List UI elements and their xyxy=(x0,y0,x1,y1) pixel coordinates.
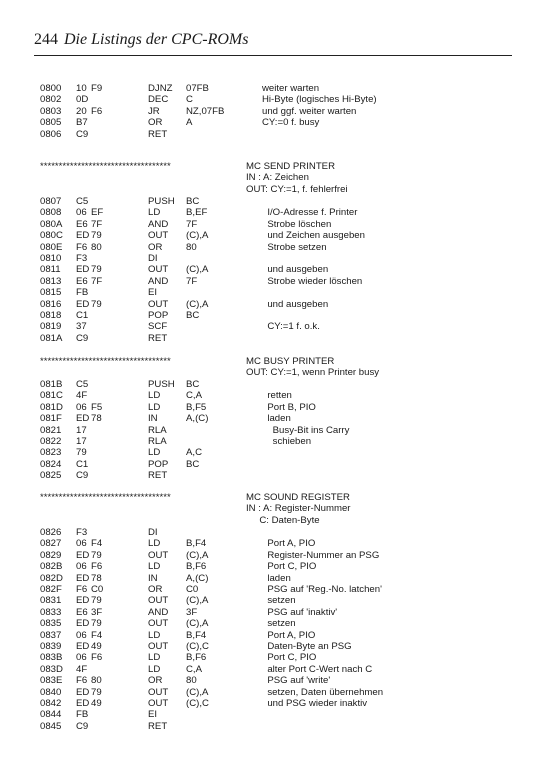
listing-row xyxy=(0,94,541,105)
operand: A,(C) xyxy=(186,413,209,425)
byte-1: C9 xyxy=(76,470,89,482)
mnemonic: SCF xyxy=(148,321,168,333)
byte-2: 80 xyxy=(91,675,102,687)
operand: (C),C xyxy=(186,698,209,709)
operand: B,F4 xyxy=(186,538,207,550)
byte-2: F4 xyxy=(91,629,103,641)
operand: (C),A xyxy=(186,686,209,698)
address: 0825 xyxy=(40,470,62,482)
byte-1: ED xyxy=(76,413,90,425)
address: 0807 xyxy=(40,196,62,207)
comment: schieben xyxy=(262,436,312,447)
mnemonic: PUSH xyxy=(148,379,175,390)
listing-row xyxy=(0,527,541,538)
separator-line: *********************************** xyxy=(40,356,171,367)
byte-1: C1 xyxy=(76,310,89,321)
operand: 7F xyxy=(186,275,198,287)
listing-row xyxy=(0,675,541,686)
listing-row xyxy=(0,402,541,413)
operand: C,A xyxy=(186,390,202,402)
listing-row xyxy=(0,310,541,321)
address: 080E xyxy=(40,241,63,253)
operand: C xyxy=(186,94,193,106)
listing-row xyxy=(0,117,541,128)
byte-1: ED xyxy=(76,641,90,652)
separator-line: *********************************** xyxy=(40,161,171,172)
operand: A,(C) xyxy=(186,572,209,584)
operand: C,A xyxy=(186,663,202,675)
mnemonic: IN xyxy=(148,413,158,425)
mnemonic: OUT xyxy=(148,686,169,698)
operand: (C),A xyxy=(186,595,209,607)
mnemonic: LD xyxy=(148,447,161,459)
page-title: Die Listings der CPC-ROMs xyxy=(64,31,249,48)
listing-row xyxy=(0,618,541,629)
mnemonic: LD xyxy=(148,401,161,413)
comment: Hi-Byte (logisches Hi-Byte) xyxy=(262,94,377,106)
listing-row xyxy=(0,207,541,218)
address: 0839 xyxy=(40,641,62,652)
operand: B,F4 xyxy=(186,629,207,641)
byte-2: C0 xyxy=(91,584,104,595)
address: 083D xyxy=(40,663,63,675)
routine-io: IN : A: Register-Nummer xyxy=(246,503,351,515)
address: 0831 xyxy=(40,595,62,607)
listing-row xyxy=(0,196,541,207)
comment: I/O-Adresse f. Printer xyxy=(262,207,358,219)
byte-1: ED xyxy=(76,298,90,310)
byte-1: 37 xyxy=(76,321,87,333)
listing-row xyxy=(0,607,541,618)
mnemonic: EI xyxy=(148,709,158,721)
comment: PSG auf 'write' xyxy=(262,675,331,687)
operand: (C),A xyxy=(186,618,209,630)
operand: BC xyxy=(186,379,200,390)
comment: retten xyxy=(262,390,292,402)
byte-1: C1 xyxy=(76,458,89,470)
address: 0822 xyxy=(40,436,62,447)
comment: Strobe wieder löschen xyxy=(262,275,363,287)
listing-row xyxy=(0,573,541,584)
byte-1: ED xyxy=(76,686,90,698)
mnemonic: RLA xyxy=(148,424,167,436)
byte-1: FB xyxy=(76,287,89,299)
byte-1: ED xyxy=(76,264,90,276)
byte-1: C5 xyxy=(76,379,89,390)
listing-row xyxy=(0,321,541,332)
byte-1: 17 xyxy=(76,436,87,447)
byte-2: EF xyxy=(91,207,104,219)
byte-2: F6 xyxy=(91,652,103,664)
operand: 3F xyxy=(186,606,198,618)
address: 0819 xyxy=(40,321,62,333)
operand: BC xyxy=(186,458,200,470)
listing-row xyxy=(0,595,541,606)
byte-1: 06 xyxy=(76,629,87,641)
comment: und ggf. weiter warten xyxy=(262,105,357,117)
mnemonic: RLA xyxy=(148,436,167,447)
operand: B,F6 xyxy=(186,561,207,573)
byte-1: F6 xyxy=(76,584,88,595)
operand: (C),A xyxy=(186,549,209,561)
mnemonic: RET xyxy=(148,720,168,732)
byte-1: C9 xyxy=(76,332,89,344)
listing-row xyxy=(0,230,541,241)
mnemonic: LD xyxy=(148,629,161,641)
mnemonic: POP xyxy=(148,458,169,470)
operand: B,F5 xyxy=(186,401,207,413)
byte-1: ED xyxy=(76,230,90,242)
address: 0827 xyxy=(40,538,62,550)
listing-row xyxy=(0,630,541,641)
listing-row xyxy=(0,219,541,230)
byte-2: F5 xyxy=(91,401,103,413)
operand: (C),A xyxy=(186,264,209,276)
comment: und PSG wieder inaktiv xyxy=(262,698,368,709)
mnemonic: LD xyxy=(148,663,161,675)
listing-row xyxy=(0,83,541,94)
address: 0824 xyxy=(40,458,62,470)
byte-1: FB xyxy=(76,709,89,721)
address: 0837 xyxy=(40,629,62,641)
byte-1: C9 xyxy=(76,720,89,732)
listing-row xyxy=(0,550,541,561)
byte-2: 78 xyxy=(91,413,102,425)
byte-1: 06 xyxy=(76,561,87,573)
routine-io: OUT: CY:=1, f. fehlerfrei xyxy=(246,183,348,195)
comment: Strobe löschen xyxy=(262,218,332,230)
byte-2: 49 xyxy=(91,641,102,652)
mnemonic: LD xyxy=(148,652,161,664)
byte-2: 79 xyxy=(91,264,102,276)
listing-row xyxy=(0,459,541,470)
byte-1: F3 xyxy=(76,253,88,264)
address: 0813 xyxy=(40,275,62,287)
comment: und Zeichen ausgeben xyxy=(262,230,365,242)
byte-1: 20 xyxy=(76,105,87,117)
address: 0829 xyxy=(40,549,62,561)
mnemonic: DI xyxy=(148,253,158,264)
byte-2: 7F xyxy=(91,218,103,230)
mnemonic: JR xyxy=(148,105,160,117)
byte-2: 49 xyxy=(91,698,102,709)
comment: Port C, PIO xyxy=(262,652,317,664)
mnemonic: OR xyxy=(148,117,163,129)
listing-row xyxy=(0,709,541,720)
mnemonic: RET xyxy=(148,332,168,344)
listing-row xyxy=(0,538,541,549)
comment: und ausgeben xyxy=(262,264,329,276)
mnemonic: RET xyxy=(148,128,168,140)
address: 083B xyxy=(40,652,63,664)
address: 082F xyxy=(40,584,62,595)
address: 080A xyxy=(40,218,63,230)
mnemonic: RET xyxy=(148,470,168,482)
byte-1: 0D xyxy=(76,94,89,106)
listing-row xyxy=(0,276,541,287)
listing-row xyxy=(0,333,541,344)
comment: und ausgeben xyxy=(262,298,329,310)
operand: C0 xyxy=(186,584,199,595)
comment: PSG auf 'inaktiv' xyxy=(262,606,338,618)
byte-1: E6 xyxy=(76,218,88,230)
mnemonic: OUT xyxy=(148,595,169,607)
byte-2: 7F xyxy=(91,275,103,287)
comment: CY:=1 f. o.k. xyxy=(262,321,320,333)
byte-2: 80 xyxy=(91,241,102,253)
comment: Daten-Byte an PSG xyxy=(262,641,352,652)
comment: laden xyxy=(262,572,291,584)
routine-name: MC SEND PRINTER xyxy=(246,161,336,172)
mnemonic: DEC xyxy=(148,94,169,106)
listing-row xyxy=(0,698,541,709)
address: 0815 xyxy=(40,287,62,299)
comment: setzen xyxy=(262,595,296,607)
mnemonic: EI xyxy=(148,287,158,299)
mnemonic: LD xyxy=(148,390,161,402)
listing-row xyxy=(0,299,541,310)
operand: (C),C xyxy=(186,641,209,652)
byte-1: 4F xyxy=(76,390,88,402)
mnemonic: AND xyxy=(148,275,169,287)
comment: setzen, Daten übernehmen xyxy=(262,686,384,698)
mnemonic: OUT xyxy=(148,549,169,561)
address: 081D xyxy=(40,401,63,413)
listing-row xyxy=(0,287,541,298)
operand: 7F xyxy=(186,218,198,230)
byte-2: 79 xyxy=(91,298,102,310)
byte-2: 78 xyxy=(91,572,102,584)
mnemonic: OR xyxy=(148,584,163,595)
listing-row xyxy=(0,436,541,447)
mnemonic: IN xyxy=(148,572,158,584)
mnemonic: OR xyxy=(148,241,163,253)
address: 083E xyxy=(40,675,63,687)
mnemonic: POP xyxy=(148,310,169,321)
address: 081C xyxy=(40,390,63,402)
operand: (C),A xyxy=(186,230,209,242)
mnemonic: OUT xyxy=(148,641,169,652)
byte-2: 79 xyxy=(91,230,102,242)
page-header xyxy=(34,31,512,56)
byte-1: 06 xyxy=(76,652,87,664)
operand: B,EF xyxy=(186,207,208,219)
routine-io: C: Daten-Byte xyxy=(246,514,320,526)
byte-1: 10 xyxy=(76,83,87,94)
address: 081F xyxy=(40,413,62,425)
routine-io: IN : A: Zeichen xyxy=(246,172,309,184)
byte-2: 3F xyxy=(91,606,103,618)
operand: (C),A xyxy=(186,298,209,310)
byte-1: ED xyxy=(76,698,90,709)
routine-io: OUT: CY:=1, wenn Printer busy xyxy=(246,367,380,379)
comment: Strobe setzen xyxy=(262,241,327,253)
operand: A xyxy=(186,117,193,129)
listing-row xyxy=(0,129,541,140)
byte-1: F6 xyxy=(76,675,88,687)
byte-2: 79 xyxy=(91,549,102,561)
mnemonic: DI xyxy=(148,527,158,538)
comment: alter Port C-Wert nach C xyxy=(262,663,373,675)
address: 0806 xyxy=(40,128,62,140)
byte-1: F3 xyxy=(76,527,88,538)
byte-1: B7 xyxy=(76,117,88,129)
byte-2: F6 xyxy=(91,561,103,573)
routine-name: MC BUSY PRINTER xyxy=(246,356,335,367)
byte-1: C9 xyxy=(76,128,89,140)
operand: 80 xyxy=(186,675,197,687)
listing-row xyxy=(0,425,541,436)
operand: 80 xyxy=(186,241,197,253)
byte-1: 17 xyxy=(76,424,87,436)
byte-1: 06 xyxy=(76,538,87,550)
comment: Busy-Bit ins Carry xyxy=(262,424,350,436)
comment: CY:=0 f. busy xyxy=(262,117,320,129)
page-number: 244 xyxy=(34,31,58,48)
listing-row xyxy=(0,641,541,652)
address: 0842 xyxy=(40,698,62,709)
address: 0818 xyxy=(40,310,62,321)
listing-row xyxy=(0,652,541,663)
address: 0803 xyxy=(40,105,62,117)
address: 0802 xyxy=(40,94,62,106)
mnemonic: OUT xyxy=(148,618,169,630)
operand: BC xyxy=(186,196,200,207)
byte-2: F6 xyxy=(91,105,103,117)
listing-row xyxy=(0,584,541,595)
listing-row xyxy=(0,106,541,117)
address: 0808 xyxy=(40,207,62,219)
byte-1: F6 xyxy=(76,241,88,253)
address: 0816 xyxy=(40,298,62,310)
byte-1: 79 xyxy=(76,447,87,459)
listing-row xyxy=(0,447,541,458)
address: 0821 xyxy=(40,424,62,436)
address: 0833 xyxy=(40,606,62,618)
operand: BC xyxy=(186,310,200,321)
mnemonic: PUSH xyxy=(148,196,175,207)
byte-1: E6 xyxy=(76,275,88,287)
comment: PSG auf 'Reg.-No. latchen' xyxy=(262,584,382,595)
byte-2: F4 xyxy=(91,538,103,550)
separator-line: *********************************** xyxy=(40,492,171,503)
mnemonic: LD xyxy=(148,207,161,219)
operand: A,C xyxy=(186,447,202,459)
mnemonic: AND xyxy=(148,218,169,230)
address: 081A xyxy=(40,332,63,344)
byte-1: ED xyxy=(76,595,90,607)
byte-2: 79 xyxy=(91,618,102,630)
routine-name: MC SOUND REGISTER xyxy=(246,492,350,503)
listing-row xyxy=(0,264,541,275)
listing-row xyxy=(0,253,541,264)
address: 0823 xyxy=(40,447,62,459)
address: 081B xyxy=(40,379,63,390)
listing-row xyxy=(0,242,541,253)
byte-1: E6 xyxy=(76,606,88,618)
comment: weiter warten xyxy=(262,83,320,94)
operand: NZ,07FB xyxy=(186,105,225,117)
address: 0805 xyxy=(40,117,62,129)
address: 082B xyxy=(40,561,63,573)
comment: Port B, PIO xyxy=(262,401,316,413)
listing-row xyxy=(0,390,541,401)
address: 080C xyxy=(40,230,63,242)
operand: B,F6 xyxy=(186,652,207,664)
address: 0811 xyxy=(40,264,61,276)
mnemonic: AND xyxy=(148,606,169,618)
comment: setzen xyxy=(262,618,296,630)
mnemonic: DJNZ xyxy=(148,83,173,94)
byte-2: F9 xyxy=(91,83,103,94)
byte-1: 06 xyxy=(76,401,87,413)
address: 0845 xyxy=(40,720,62,732)
mnemonic: LD xyxy=(148,538,161,550)
listing-row xyxy=(0,721,541,732)
comment: Port C, PIO xyxy=(262,561,317,573)
listing-row xyxy=(0,561,541,572)
address: 0826 xyxy=(40,527,62,538)
byte-1: 06 xyxy=(76,207,87,219)
address: 0835 xyxy=(40,618,62,630)
byte-1: 4F xyxy=(76,663,88,675)
byte-1: ED xyxy=(76,618,90,630)
comment: laden xyxy=(262,413,291,425)
mnemonic: OUT xyxy=(148,298,169,310)
mnemonic: OUT xyxy=(148,230,169,242)
address: 0810 xyxy=(40,253,62,264)
address: 0800 xyxy=(40,83,62,94)
listing-row xyxy=(0,379,541,390)
comment: Port A, PIO xyxy=(262,629,316,641)
comment: Port A, PIO xyxy=(262,538,316,550)
byte-1: ED xyxy=(76,549,90,561)
address: 0844 xyxy=(40,709,62,721)
mnemonic: OUT xyxy=(148,698,169,709)
comment: Register-Nummer an PSG xyxy=(262,549,380,561)
listing-row xyxy=(0,664,541,675)
address: 082D xyxy=(40,572,63,584)
operand: 07FB xyxy=(186,83,209,94)
byte-1: C5 xyxy=(76,196,89,207)
byte-2: 79 xyxy=(91,686,102,698)
listing-row xyxy=(0,413,541,424)
byte-2: 79 xyxy=(91,595,102,607)
mnemonic: OR xyxy=(148,675,163,687)
address: 0840 xyxy=(40,686,62,698)
mnemonic: LD xyxy=(148,561,161,573)
mnemonic: OUT xyxy=(148,264,169,276)
listing-row xyxy=(0,470,541,481)
listing-row xyxy=(0,687,541,698)
byte-1: ED xyxy=(76,572,90,584)
